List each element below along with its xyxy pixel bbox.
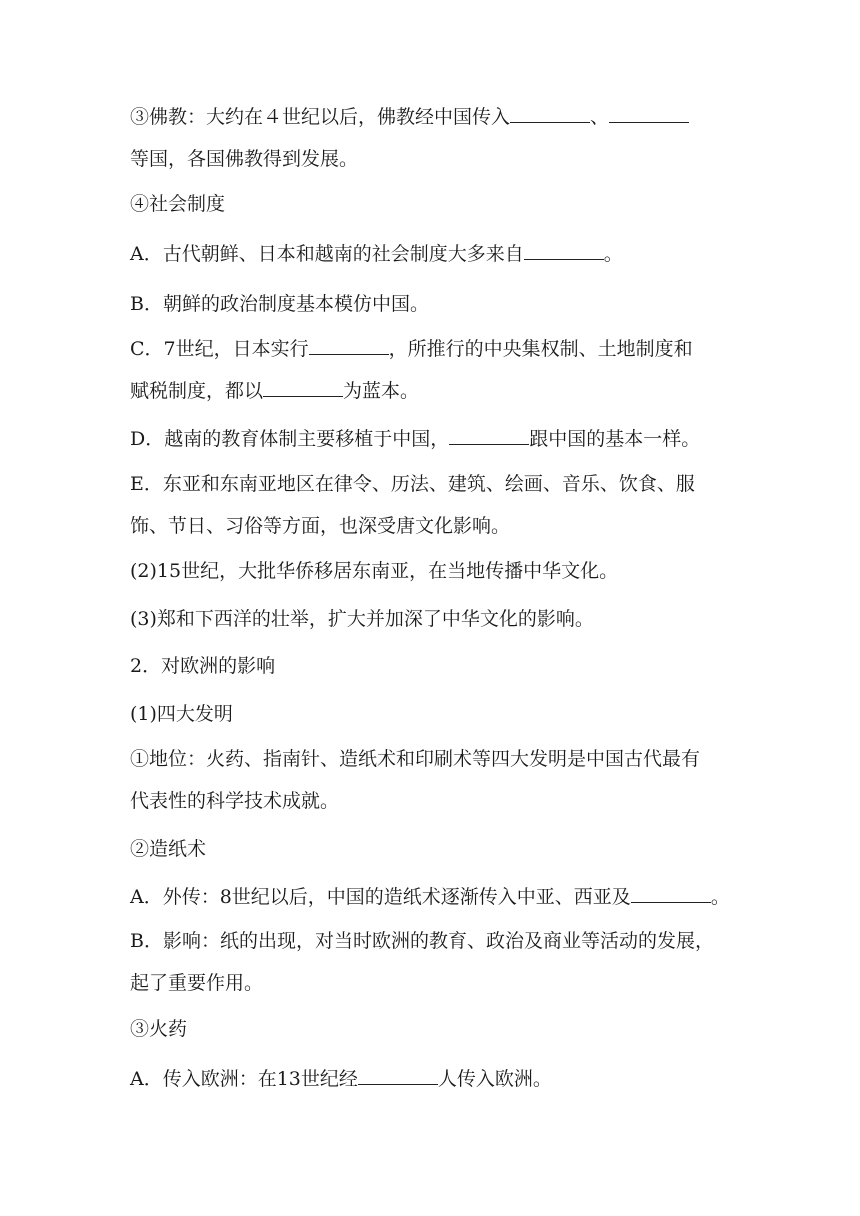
answer-blank[interactable] — [309, 334, 389, 355]
paragraph — [130, 418, 732, 460]
text-line: B．朝鲜的政治制度基本模仿中国。 — [130, 293, 429, 315]
answer-blank[interactable] — [510, 102, 590, 123]
answer-blank[interactable] — [631, 882, 711, 903]
text: 。 — [710, 886, 730, 908]
text-line: 起了重要作用。 — [130, 972, 264, 994]
text-line — [130, 876, 732, 918]
text-line: (2)15世纪，大批华侨移居东南亚，在当地传播中华文化。 — [130, 560, 619, 582]
text: 赋税制度，都以 — [130, 380, 264, 402]
paragraph — [130, 1058, 732, 1100]
text: 人传入欧洲。 — [437, 1068, 552, 1090]
text-line — [130, 233, 732, 275]
paragraph — [130, 463, 732, 547]
paragraph — [130, 328, 732, 412]
answer-blank[interactable] — [609, 102, 689, 123]
text-line: 等国，各国佛教得到发展。 — [130, 148, 359, 170]
text: C．7世纪，日本实行 — [130, 338, 309, 360]
paragraph-buddhism — [130, 96, 732, 180]
paragraph — [130, 233, 732, 275]
paragraph — [130, 738, 732, 822]
text-line: 饰、节日、习俗等方面，也深受唐文化影响。 — [130, 515, 511, 537]
section-heading: ②造纸术 — [130, 838, 207, 860]
section-heading: ④社会制度 — [130, 193, 226, 215]
text: ，所推行的中央集权制、土地制度和 — [388, 338, 693, 360]
paragraph — [130, 920, 732, 1004]
answer-blank[interactable] — [524, 239, 604, 260]
section-heading: (1)四大发明 — [130, 703, 233, 725]
text: D．越南的教育体制主要移植于中国， — [130, 428, 450, 450]
section-heading: 2．对欧洲的影响 — [130, 655, 276, 677]
section-heading: ③火药 — [130, 1018, 188, 1040]
answer-blank[interactable] — [263, 376, 343, 397]
text-line — [130, 328, 732, 370]
text: 跟中国的基本一样。 — [529, 428, 701, 450]
text-line: ①地位：火药、指南针、造纸术和印刷术等四大发明是中国古代最有 — [130, 748, 701, 770]
text: ③佛教：大约在４世纪以后，佛教经中国传入 — [130, 106, 511, 128]
text: A．外传：8世纪以后，中国的造纸术逐渐传入中亚、西亚及 — [130, 886, 631, 908]
text-line: B．影响：纸的出现，对当时欧洲的教育、政治及商业等活动的发展， — [130, 930, 714, 952]
text-line — [130, 418, 732, 460]
text: 、 — [590, 106, 610, 128]
answer-blank[interactable] — [449, 424, 529, 445]
answer-blank[interactable] — [358, 1064, 438, 1085]
text-line — [130, 96, 732, 138]
text: 。 — [603, 243, 623, 265]
text: A．古代朝鲜、日本和越南的社会制度大多来自 — [130, 243, 524, 265]
text-line: (3)郑和下西洋的壮举，扩大并加深了中华文化的影响。 — [130, 608, 594, 630]
text-line — [130, 370, 732, 412]
text: 为蓝本。 — [343, 380, 420, 402]
text: A．传入欧洲：在13世纪经 — [130, 1068, 358, 1090]
text-line: E．东亚和东南亚地区在律令、历法、建筑、绘画、音乐、饮食、服 — [130, 473, 695, 495]
paragraph — [130, 876, 732, 918]
text-line: 代表性的科学技术成就。 — [130, 790, 340, 812]
text-line — [130, 1058, 732, 1100]
